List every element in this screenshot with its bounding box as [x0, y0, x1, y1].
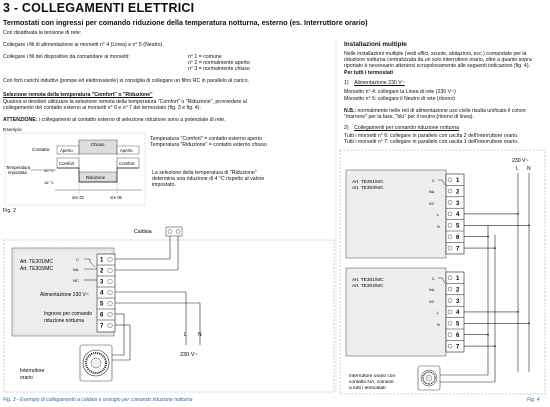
item2-title: Collegamenti per comando riduzione notturna — [354, 125, 460, 131]
fig3-inputs-2: riduzione notturna — [44, 318, 85, 324]
fig4-terminal-number: 4 — [456, 212, 460, 219]
fig4-junction — [494, 345, 496, 347]
fig3-letter-c: C — [76, 257, 79, 262]
item2-num: 2) — [344, 125, 349, 131]
temp-label-2: impostata — [8, 170, 27, 175]
legend-riduzione: Temperatura "Riduzione" = contatto esterno chiuso — [150, 142, 267, 148]
fig4-model-2: Art. TE303/MC — [352, 284, 384, 289]
attention-label: ATTENZIONE: — [3, 117, 38, 123]
fig4-terminal-screw — [448, 246, 452, 250]
fig3-terminal-screw — [108, 290, 113, 295]
fig4-terminal-number: 1 — [456, 178, 460, 184]
remote-line-2: collegamento del contatto esterno ai morsetti n° 6 e n° 7 del termostato (fig. 3 e fig. 4). — [3, 105, 201, 111]
contatto-label: Contatto — [32, 147, 50, 152]
comfort-label-left: Comfort — [59, 161, 75, 166]
fig4-terminal-screw — [448, 310, 452, 314]
fig4-terminal-screw — [448, 201, 452, 205]
fig4-terminal-screw — [448, 333, 452, 337]
fig3-letter-nc: NC — [73, 278, 79, 283]
aperto-label-right: Aperto — [120, 148, 133, 153]
legend-note-3: impostato. — [152, 182, 176, 188]
fig4-terminal-number: 1 — [456, 276, 460, 282]
fig4-diagram — [340, 150, 545, 394]
ore06-label: ore 06 — [110, 195, 122, 200]
fig4-terminal-letter: L — [437, 213, 440, 217]
fig3-terminal-block — [97, 254, 115, 332]
fig4-terminal-screw — [448, 299, 452, 303]
ore22-label: ore 22 — [72, 195, 84, 200]
fig3-model-1: Art. TE301/MC — [20, 259, 53, 265]
fig3-diagram — [4, 227, 334, 392]
fig3-terminal-screw — [108, 268, 113, 273]
intro-line-1: Con disattivata la tensione di rete: — [3, 30, 82, 36]
fig4-switch-1: Interruttore orario con — [349, 374, 396, 379]
caldaia-box — [166, 227, 182, 236]
fig3-terminal-number: 3 — [100, 279, 104, 286]
fig4-N: N — [527, 166, 531, 172]
fig4-terminal-number: 5 — [456, 223, 460, 230]
fig4-terminal-number: 6 — [456, 235, 460, 241]
fig4-terminal-screw — [448, 212, 452, 216]
page-subtitle: Termostati con ingressi per comando riduzione della temperatura notturna, esterno (es. Interruttore orario) — [3, 18, 368, 27]
fig3-terminal-number: 1 — [100, 257, 104, 264]
fig3-terminal-screw — [108, 279, 113, 284]
fig4-terminal-letter: N — [437, 323, 440, 327]
fig4-terminal-screw — [448, 344, 452, 348]
fig4-junction — [487, 236, 489, 238]
fig4-terminal-screw — [448, 178, 452, 182]
fig4-terminal-letter: NC — [429, 202, 435, 206]
intro-line-2: Collegare i fili di alimentazione ai morsetti n° 4 (Linea) e n° 5 (Neutro). — [3, 42, 164, 48]
fig4-terminal-letter: L — [437, 311, 440, 315]
fig4-switch-2: contatto NA, comune — [349, 380, 394, 385]
fig4-L: L — [516, 166, 519, 172]
fig4-junction — [528, 224, 530, 226]
fig3-L: L — [184, 332, 187, 338]
fig4-terminal-number: 3 — [456, 200, 460, 207]
fig4-junction — [517, 311, 519, 313]
terminal-2: n° 2 = normalmente aperto — [188, 60, 250, 66]
fig3-terminal-number: 6 — [100, 312, 104, 319]
t20-label: 20 °C — [44, 168, 55, 173]
temp-label-1: Temperatura — [6, 165, 31, 170]
fig4-timer-hub — [426, 375, 432, 381]
legend-note-2: determina una riduzione di 4 °C rispetto al valore — [152, 176, 265, 182]
fig4-terminal-letter: C — [432, 277, 435, 281]
fig4-terminal-letter: NA — [429, 288, 435, 292]
fig4-junction — [528, 322, 530, 324]
page-heading: 3 - COLLEGAMENTI ELETTRICI — [3, 1, 195, 15]
multiple-p1-2: riduzione notturna centralizzata da un solo interruttore orario, oltre a quanto sopra — [344, 57, 532, 63]
fig3-terminal-screw — [108, 312, 113, 317]
item1-line-1: Morsetto n° 4: collegare la Linea di rete (230 V~) — [344, 89, 456, 95]
fig4-terminal-screw — [448, 235, 452, 239]
terminal-3: n° 3 = normalmente chiuso — [188, 66, 250, 72]
nb-line-1: normalmente nelle reti di alimentazione uso civile risulta unificato il colore — [356, 108, 526, 114]
item2-line-1: Tutti i morsetti n° 6: collegare in parallelo con uscita 2 dell'interruttore orario. — [344, 133, 519, 139]
nb-label: N.B.: — [344, 108, 357, 114]
per-tutti: Per tutti i termostati — [344, 70, 394, 76]
fig4-terminal-letter: N — [437, 225, 440, 229]
terminal-1: n° 1 = comune — [188, 54, 222, 60]
fig4-terminal-number: 3 — [456, 298, 460, 305]
fig3-terminal-screw — [108, 301, 113, 306]
fig4-terminal-number: 7 — [456, 246, 460, 253]
fig4-terminal-letter: NC — [429, 300, 435, 304]
fig4-terminal-screw — [448, 223, 452, 227]
fig4-junction — [494, 247, 496, 249]
fig3-terminal-number: 5 — [100, 301, 104, 308]
fig3-model-2: Art. TE303/MC — [20, 266, 53, 272]
item1-num: 1) — [344, 80, 349, 86]
aperto-label-left: Aperto — [60, 148, 73, 153]
fig4-terminal-number: 2 — [456, 189, 460, 196]
fig4-terminal-screw — [448, 276, 452, 280]
fig3-caption: Fig. 3 - Esempio di collegamento a caldaia e orologio per comando riduzione notturna — [3, 397, 193, 403]
caldaia-label: Caldaia — [134, 229, 152, 235]
remote-title: Selezione remota della temperatura "Comfort" o "Riduzione" — [3, 92, 153, 98]
chiuso-label: Chiuso — [91, 142, 105, 147]
fig4-model-1: Art. TE301/MC — [352, 278, 384, 283]
intro-line-4: Con forti carichi induttivi (pompe ed elettrovalvole) si consiglia di collegare un filtro RC in parallelo al carico. — [3, 78, 249, 84]
fig3-timer — [80, 345, 112, 381]
fig2-label: Fig. 2 — [3, 208, 16, 214]
fig3-terminal-number: 2 — [100, 268, 104, 275]
multiple-title: Installazioni multiple — [344, 41, 407, 48]
fig3-N: N — [198, 332, 202, 338]
fig3-letter-na: NA — [73, 267, 79, 272]
fig3-volt: 230 V~ — [180, 352, 198, 358]
multiple-p1-3: riportato è necessario attenersi scrupolosamente alle seguenti indicazioni (fig. 4). — [344, 63, 530, 69]
fig4-terminal-screw — [448, 189, 452, 193]
fig3-timer-hub — [91, 358, 101, 368]
remote-line-1: Qualora si desideri utilizzare la selezione remota della temperatura "Comfort" o "Riduzione", provvedere al — [3, 99, 247, 105]
example-chart — [5, 133, 145, 205]
fig3-terminal-screw — [108, 323, 113, 328]
intro-line-3: Collegare i fili del dispositivo da comandare ai morsetti: — [3, 54, 130, 60]
fig4-caption: Fig. 4 — [527, 397, 540, 403]
fig4-terminal-number: 2 — [456, 287, 460, 294]
fig4-terminal-number: 4 — [456, 310, 460, 317]
fig4-terminal-number: 5 — [456, 321, 460, 328]
fig4-timer — [418, 366, 440, 390]
fig4-thermostat-2 — [346, 268, 530, 356]
fig4-terminal-letter: NA — [429, 190, 435, 194]
fig3-terminal-screw — [108, 257, 113, 262]
nb-line-2: "marrone" per la fase, "blu" per il neutro (ritorno di linea). — [344, 114, 474, 120]
multiple-p1-1: Nelle installazioni multiple (vedi uffici, scuole, abitazioni, ecc.) comandate per la — [344, 51, 527, 57]
fig4-terminal-number: 7 — [456, 344, 460, 351]
fig4-terminal-number: 6 — [456, 333, 460, 339]
fig4-junction — [517, 213, 519, 215]
fig4-junction — [487, 334, 489, 336]
fig4-terminal-screw — [448, 287, 452, 291]
fig3-switch-2: orario — [20, 375, 33, 381]
fig4-volt: 230 V~ — [512, 158, 529, 164]
fig4-terminal-screw — [448, 321, 452, 325]
riduzione-label: Riduzione — [86, 175, 106, 180]
fig3-terminal-number: 4 — [100, 290, 104, 297]
fig3-inputs-1: Ingressi per comando — [44, 311, 93, 317]
fig3-switch-1: Interruttore — [20, 368, 45, 374]
fig3-power-label: Alimentazione 230 V~ — [40, 292, 89, 298]
fig4-model-1: Art. TE301/MC — [352, 180, 384, 185]
example-label: Esempio — [3, 128, 22, 133]
legend-note-1: La selezione della temperatura di "Riduzione" — [152, 170, 257, 176]
fig4-thermostat-1 — [346, 170, 530, 258]
item1-title: Alimentazione 230 V~ — [354, 80, 405, 86]
t16-label: 16 °C — [44, 180, 55, 185]
fig4-model-2: Art. TE303/MC — [352, 186, 384, 191]
attention-text: i collegamenti al contatto esterno di selezione riduzione sono a potenziale di rete. — [38, 117, 226, 123]
fig4-switch-3: a tutti i termostati — [349, 386, 386, 391]
item2-line-2: Tutti i morsetti n° 7: collegare in parallelo con uscita 1 dell'interruttore orario. — [344, 139, 519, 145]
fig4-terminal-letter: C — [432, 179, 435, 183]
legend-comfort: Temperatura "Comfort" = contatto esterno aperto — [150, 136, 262, 142]
fig3-terminal-number: 7 — [100, 323, 104, 330]
item1-line-2: Morsetto n° 5: collegare il Neutro di rete (ritorno) — [344, 96, 456, 102]
comfort-label-right: Comfort — [119, 161, 135, 166]
